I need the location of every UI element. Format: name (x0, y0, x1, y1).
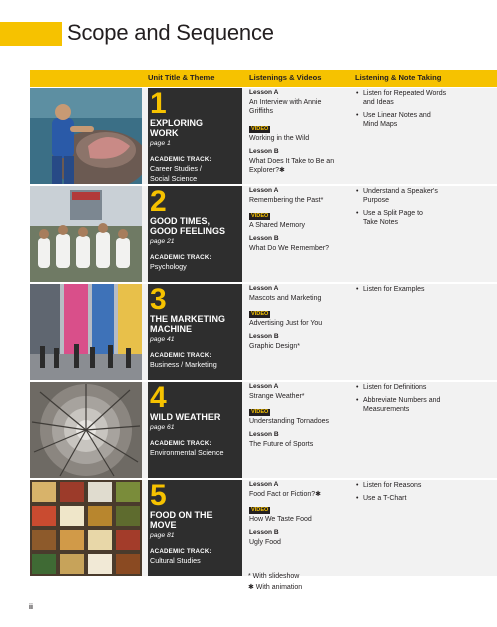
unit-1-note-1: • Listen for Repeated Words (356, 90, 447, 97)
unit-2-video-title: A Shared Memory (249, 222, 306, 229)
header-listenings: Listenings & Videos (249, 73, 322, 82)
unit-row-3 (30, 284, 497, 380)
unit-1-number: 1 (150, 87, 167, 120)
unit-4-lesson-b-label: Lesson B (249, 431, 279, 438)
unit-2-note-1: • Understand a Speaker's (356, 188, 438, 195)
unit-4-note-2-cont: Measurements (363, 406, 410, 413)
unit-4-lesson-a-label: Lesson A (249, 383, 279, 390)
unit-3-track-line-1: Business / Marketing (150, 360, 217, 369)
unit-2-track-label: ACADEMIC TRACK: (150, 254, 212, 261)
unit-2-note-1-cont: Purpose (363, 197, 390, 204)
unit-2-note-2-cont: Take Notes (363, 219, 399, 226)
header-unit-title: Unit Title & Theme (148, 73, 215, 82)
unit-1-title-line-2: WORK (150, 128, 179, 138)
unit-3-note-taking (355, 284, 495, 380)
unit-3-number: 3 (150, 283, 167, 316)
unit-5-title-line-1: FOOD ON THE (150, 510, 213, 520)
unit-4-listenings (249, 382, 349, 478)
unit-2-photo (30, 186, 142, 282)
unit-2-lesson-a-line-1: Remembering the Past* (249, 197, 324, 204)
unit-2-track-line-1: Psychology (150, 262, 187, 271)
unit-5-video-title: How We Taste Food (249, 516, 312, 523)
unit-3-video-title: Advertising Just for You (249, 320, 323, 327)
unit-2-note-taking (355, 186, 495, 282)
footnote-animation: ✱ With animation (248, 584, 303, 591)
unit-1-note-taking (355, 88, 495, 184)
unit-3-theme (148, 284, 242, 380)
unit-2-title-line-2: GOOD FEELINGS (150, 226, 226, 236)
unit-2-note-2: • Use a Split Page to (356, 210, 423, 217)
unit-3-listenings (249, 284, 349, 380)
unit-4-track-line-1: Environmental Science (150, 448, 224, 457)
unit-4-note-taking (355, 382, 495, 478)
unit-4-video-badge: VIDEO (251, 409, 269, 415)
unit-1-lesson-a-line-1: An Interview with Annie (249, 99, 322, 106)
unit-1-listenings (249, 88, 349, 184)
unit-5-title-line-2: MOVE (150, 520, 177, 530)
unit-1-note-1-cont: and Ideas (363, 99, 394, 106)
unit-2-title-line-1: GOOD TIMES, (150, 216, 211, 226)
unit-1-track-label: ACADEMIC TRACK: (150, 156, 212, 163)
unit-1-video-title: Working in the Wild (249, 135, 310, 142)
unit-1-track-line-1: Career Studies / (150, 164, 202, 173)
unit-5-listenings (249, 480, 349, 576)
unit-3-lesson-b-line-1: Graphic Design* (249, 343, 300, 350)
unit-5-note-taking (355, 480, 495, 576)
unit-1-note-2-cont: Mind Maps (363, 121, 398, 128)
unit-1-lesson-a-label: Lesson A (249, 89, 279, 96)
unit-row-2 (30, 186, 497, 282)
unit-3-lesson-a-line-1: Mascots and Marketing (249, 295, 322, 302)
unit-5-number: 5 (150, 479, 167, 512)
unit-1-title-line-1: EXPLORING (150, 118, 204, 128)
unit-4-track-label: ACADEMIC TRACK: (150, 440, 212, 447)
unit-row-4 (30, 382, 497, 478)
unit-4-photo (30, 382, 142, 478)
unit-2-listenings (249, 186, 349, 282)
unit-5-theme (148, 480, 242, 576)
unit-3-photo (30, 284, 142, 380)
unit-5-lesson-a-label: Lesson A (249, 481, 279, 488)
unit-2-lesson-b-label: Lesson B (249, 235, 279, 242)
unit-2-video-badge: VIDEO (251, 213, 269, 219)
unit-1-track-line-2: Social Science (150, 174, 198, 183)
unit-2-lesson-b-line-1: What Do We Remember? (249, 245, 330, 252)
unit-1-lesson-b-line-1: What Does It Take to Be an (249, 158, 335, 165)
unit-3-title-line-2: MACHINE (150, 324, 192, 334)
unit-2-theme (148, 186, 242, 282)
unit-1-photo (30, 88, 142, 184)
unit-2-page: page 21 (150, 238, 175, 245)
unit-4-note-2: • Abbreviate Numbers and (356, 397, 441, 404)
unit-5-note-1: • Listen for Reasons (356, 482, 422, 489)
unit-3-lesson-b-label: Lesson B (249, 333, 279, 340)
unit-1-lesson-b-label: Lesson B (249, 148, 279, 155)
unit-4-title-line-1: WILD WEATHER (150, 412, 221, 422)
page-number: ii (29, 604, 33, 611)
table-header (30, 70, 497, 87)
unit-3-page: page 41 (150, 336, 175, 343)
unit-1-page: page 1 (150, 140, 171, 147)
unit-4-number: 4 (150, 381, 167, 414)
header-note-taking: Listening & Note Taking (355, 73, 442, 82)
unit-3-video-badge: VIDEO (251, 311, 269, 317)
unit-4-lesson-a-line-1: Strange Weather* (249, 393, 305, 400)
page-title: Scope and Sequence (67, 20, 274, 45)
unit-4-page: page 61 (150, 424, 175, 431)
footnote-slideshow: * With slideshow (248, 573, 300, 580)
unit-1-lesson-a-line-2: Griffiths (249, 108, 273, 115)
unit-row-1 (30, 88, 497, 184)
unit-5-lesson-a-line-1: Food Fact or Fiction?✱ (249, 491, 322, 498)
title-accent-bar (0, 22, 62, 46)
unit-5-lesson-b-line-1: Ugly Food (249, 539, 281, 546)
unit-5-track-line-1: Cultural Studies (150, 556, 201, 565)
unit-5-note-2: • Use a T-Chart (356, 495, 407, 502)
unit-1-note-2: • Use Linear Notes and (356, 112, 431, 119)
unit-4-lesson-b-line-1: The Future of Sports (249, 441, 314, 448)
unit-1-video-badge: VIDEO (251, 126, 269, 132)
unit-2-lesson-a-label: Lesson A (249, 187, 279, 194)
unit-3-note-1: • Listen for Examples (356, 286, 425, 293)
unit-5-video-badge: VIDEO (251, 507, 269, 513)
unit-1-theme (148, 88, 242, 184)
unit-4-video-title: Understanding Tornadoes (249, 418, 330, 425)
unit-5-track-label: ACADEMIC TRACK: (150, 548, 212, 555)
unit-5-lesson-b-label: Lesson B (249, 529, 279, 536)
unit-3-title-line-1: THE MARKETING (150, 314, 225, 324)
unit-5-page: page 81 (150, 532, 175, 539)
unit-5-photo (30, 480, 142, 576)
unit-4-theme (148, 382, 242, 478)
unit-4-note-1: • Listen for Definitions (356, 384, 427, 391)
unit-row-5 (30, 480, 497, 576)
unit-1-lesson-b-line-2: Explorer?✱ (249, 167, 285, 174)
unit-3-track-label: ACADEMIC TRACK: (150, 352, 212, 359)
unit-2-number: 2 (150, 185, 167, 218)
unit-3-lesson-a-label: Lesson A (249, 285, 279, 292)
